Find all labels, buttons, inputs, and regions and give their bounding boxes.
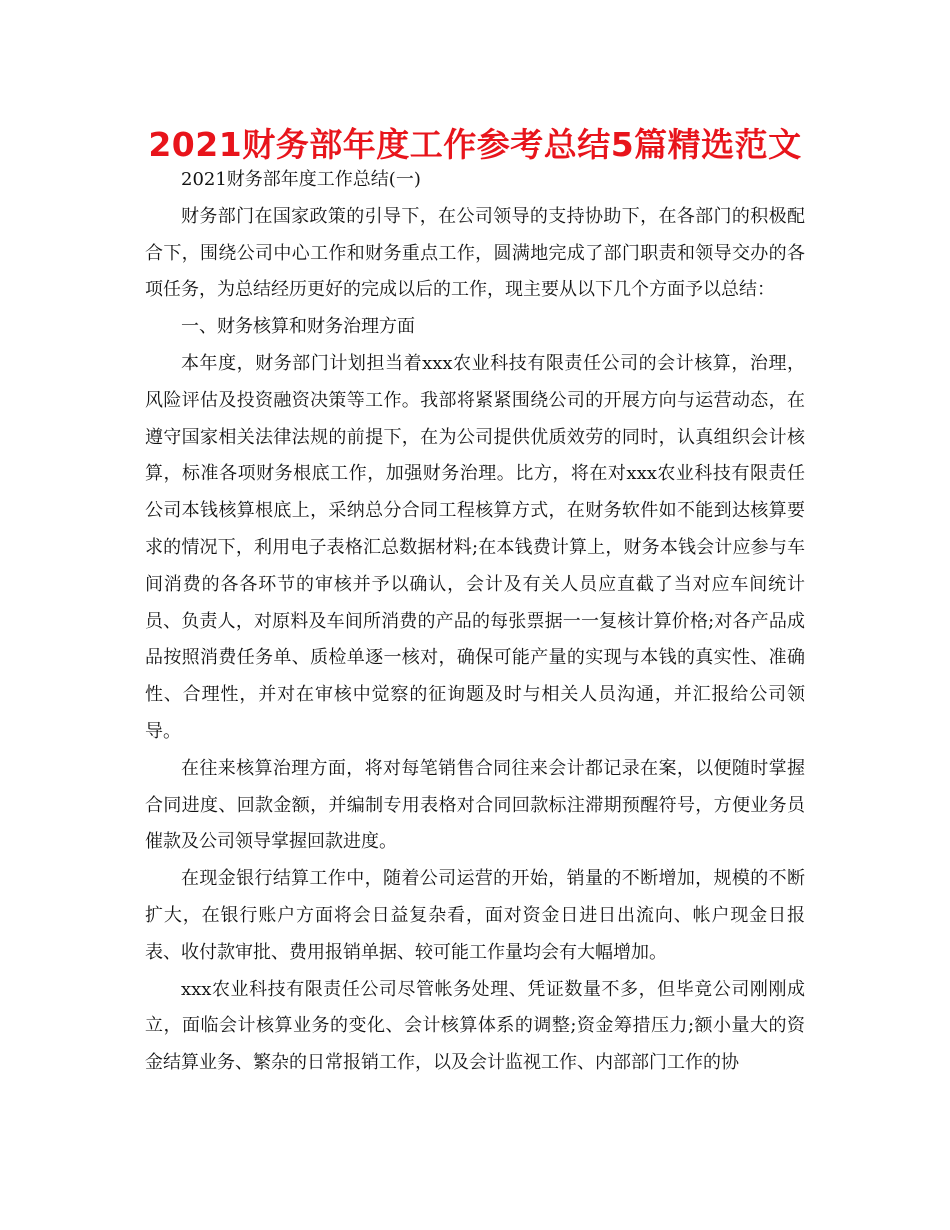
document-title: 2021财务部年度工作参考总结5篇精选范文 xyxy=(148,125,802,164)
intro-paragraph: 财务部门在国家政策的引导下，在公司领导的支持协助下，在各部门的积极配合下，围绕公司中心工作和财务重点工作，圆满地完成了部门职责和领导交办的各项任务，为总结经历更好的完成以后的工作，现主要从以下几个方面予以总结： xyxy=(145,205,805,301)
body-paragraph: 本年度，财务部门计划担当着xxx农业科技有限责任公司的会计核算，治理，风险评估及投资融资决策等工作。我部将紧紧围绕公司的开展方向与运营动态，在遵守国家相关法律法规的前提下，在为公司提供优质效劳的同时，认真组织会计核算，标准各项财务根底工作，加强财务治理。比方，将在对xxx农业科技有限责任公司本钱核算根底上，采纳总分合同工程核算方式，在财务软件如不能到达核算要求的情况下，利用电子表格汇总数据材料;在本钱费计算上，财务本钱会计应参与车间消费的各各环节的审核并予以确认，会计及有关人员应直截了当对应车间统计员、负责人，对原料及车间所消费的产品的每张票据一一复核计算价格;对各产品成品按照消费任务单、质检单逐一核对，确保可能产量的实现与本钱的真实性、准确性、合理性，并对在审核中觉察的征询题及时与相关人员沟通，并汇报给公司领导。 xyxy=(145,352,805,742)
body-paragraph: 在往来核算治理方面，将对每笔销售合同往来会计都记录在案，以便随时掌握合同进度、回款金额，并编制专用表格对合同回款标注滞期预醒符号，方便业务员催款及公司领导掌握回款进度。 xyxy=(145,757,805,853)
document-body xyxy=(145,162,805,1082)
subsection-heading: 一、财务核算和财务治理方面 xyxy=(181,316,415,338)
section-heading-one: 2021财务部年度工作总结(一) xyxy=(181,169,421,190)
body-paragraph: 在现金银行结算工作中，随着公司运营的开始，销量的不断增加，规模的不断扩大，在银行账户方面将会日益复杂看，面对资金日进日出流向、帐户现金日报表、收付款审批、费用报销单据、较可能工作量均会有大幅增加。 xyxy=(145,868,805,963)
body-paragraph: xxx农业科技有限责任公司尽管帐务处理、凭证数量不多，但毕竟公司刚刚成立，面临会计核算业务的变化、会计核算体系的调整;资金筹措压力;额小量大的资金结算业务、繁杂的日常报销工作，以及会计监视工作、内部部门工作的协 xyxy=(145,978,805,1074)
